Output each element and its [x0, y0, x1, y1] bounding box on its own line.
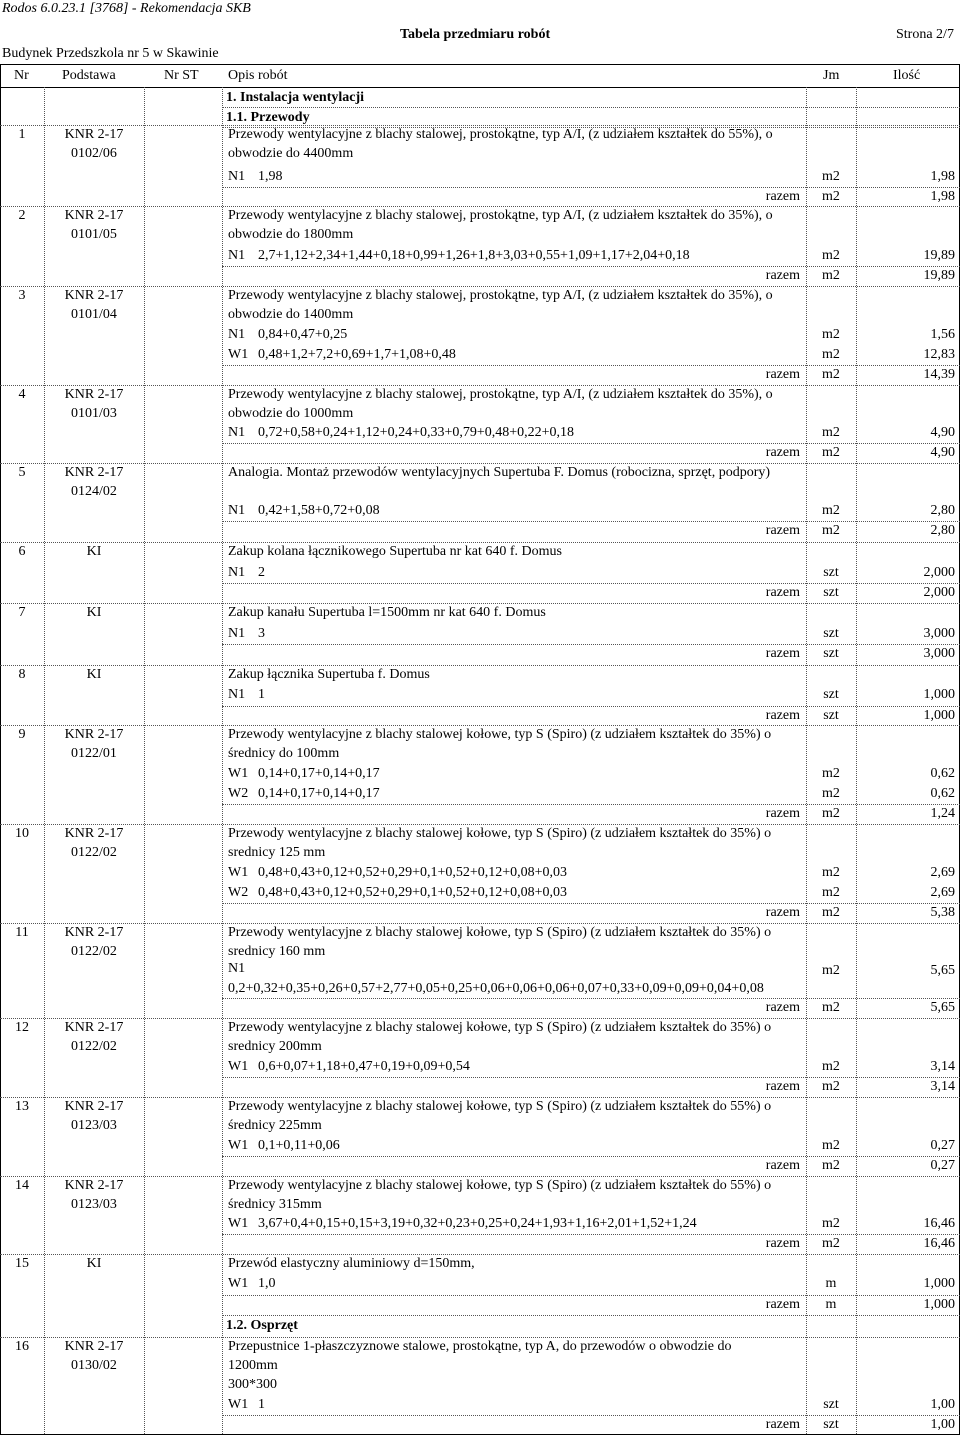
description: Przewody wentylacyjne z blachy stalowej kołowe, typ S (Spiro) (z udziałem kształtek do 35%) o: [228, 727, 772, 742]
total-unit: m2: [822, 445, 840, 460]
measure-expression: 0,48+0,43+0,12+0,52+0,29+0,1+0,52+0,12+0,08+0,03: [258, 885, 568, 900]
total-label: razem: [765, 523, 800, 538]
measure-expression: 0,14+0,17+0,14+0,17: [258, 766, 380, 781]
basis-code: KNR 2-17: [64, 1020, 124, 1035]
measure-unit: m2: [822, 963, 840, 978]
measure-quantity: 19,89: [923, 248, 955, 263]
total-quantity: 4,90: [930, 445, 955, 460]
basis-code-detail: 0124/02: [71, 484, 117, 499]
total-quantity: 5,65: [930, 1000, 955, 1015]
description: Przewód elastyczny aluminiowy d=150mm,: [228, 1256, 475, 1271]
item-number: 5: [18, 465, 26, 480]
measure-expression: 0,84+0,47+0,25: [258, 327, 348, 342]
measure-unit: m2: [822, 347, 840, 362]
basis-code: KNR 2-17: [64, 727, 124, 742]
measure-label: N1: [228, 503, 246, 518]
total-label: razem: [765, 708, 800, 723]
measure-unit: m2: [822, 766, 840, 781]
total-quantity: 1,98: [930, 189, 955, 204]
measure-label: N1: [228, 961, 246, 976]
description-cont: średnicy do 100mm: [228, 746, 340, 761]
total-unit: m2: [822, 189, 840, 204]
description-cont: obwodzie do 1000mm: [228, 406, 354, 421]
measure-quantity: 12,83: [923, 347, 955, 362]
measure-unit: m2: [822, 248, 840, 263]
total-unit: m2: [822, 1236, 840, 1251]
measure-unit: m2: [822, 169, 840, 184]
description-cont: obwodzie do 4400mm: [228, 146, 354, 161]
app-title: Rodos 6.0.23.1 [3768] - Rekomendacja SKB: [2, 1, 251, 16]
description-cont: obwodzie do 1400mm: [228, 307, 354, 322]
description: Przewody wentylacyjne z blachy stalowej, prostokątne, typ A/I, (z udziałem kształtek do 35%), o: [228, 288, 773, 303]
total-label: razem: [765, 189, 800, 204]
document-title: Tabela przedmiaru robót: [400, 27, 551, 42]
measure-unit: m2: [822, 885, 840, 900]
measure-expression: 0,2+0,32+0,35+0,26+0,57+2,77+0,05+0,25+0,06+0,06+0,06+0,07+0,33+0,09+0,09+0,04+0,08: [228, 981, 764, 996]
description: Przepustnice 1-płaszczyznowe stalowe, prostokątne, typ A, do przewodów o obwodzie do: [228, 1339, 732, 1354]
measure-quantity: 0,27: [930, 1138, 955, 1153]
item-number: 3: [18, 288, 26, 303]
measure-unit: m2: [822, 1059, 840, 1074]
item-number: 9: [18, 727, 26, 742]
basis-code: KI: [86, 667, 102, 682]
item-number: 11: [15, 925, 29, 940]
total-unit: szt: [823, 708, 839, 723]
total-quantity: 3,14: [930, 1079, 955, 1094]
measure-expression: 2,7+1,12+2,34+1,44+0,18+0,99+1,26+1,8+3,03+0,55+1,09+1,17+2,04+0,18: [258, 248, 690, 263]
description-cont: 1200mm: [228, 1358, 278, 1373]
basis-code: KNR 2-17: [64, 288, 124, 303]
total-unit: m2: [822, 268, 840, 283]
description: Przewody wentylacyjne z blachy stalowej, prostokątne, typ A/I, (z udziałem kształtek do 55%), o: [228, 127, 773, 142]
measure-expression: 0,48+1,2+7,2+0,69+1,7+1,08+0,48: [258, 347, 456, 362]
basis-code: KI: [86, 544, 102, 559]
description: Przewody wentylacyjne z blachy stalowej kołowe, typ S (Spiro) (z udziałem kształtek do 35%) o: [228, 925, 772, 940]
basis-code-detail: 0122/01: [71, 746, 117, 761]
item-number: 16: [15, 1339, 29, 1354]
measure-expression: 0,1+0,11+0,06: [258, 1138, 340, 1153]
basis-code-detail: 0123/03: [71, 1197, 117, 1212]
basis-code: KNR 2-17: [64, 208, 124, 223]
measure-unit: m2: [822, 786, 840, 801]
column-header-ilosc: Ilość: [893, 68, 921, 83]
basis-code-detail: 0122/02: [71, 1039, 117, 1054]
description-cont: srednicy 200mm: [228, 1039, 322, 1054]
measure-quantity: 0,62: [930, 786, 955, 801]
section-heading-1-1: 1.1. Przewody: [226, 110, 310, 125]
measure-expression: 3: [258, 626, 265, 641]
total-label: razem: [765, 905, 800, 920]
measure-label: W1: [228, 1138, 249, 1153]
measure-unit: m2: [822, 425, 840, 440]
total-unit: m2: [822, 523, 840, 538]
basis-code-detail: 0122/02: [71, 845, 117, 860]
basis-code: KNR 2-17: [64, 387, 124, 402]
measure-quantity: 5,65: [930, 963, 955, 978]
measure-label: W1: [228, 1059, 249, 1074]
measure-quantity: 0,62: [930, 766, 955, 781]
basis-code-detail: 0123/03: [71, 1118, 117, 1133]
item-number: 12: [15, 1020, 29, 1035]
measure-label: W1: [228, 865, 249, 880]
description: Przewody wentylacyjne z blachy stalowej kołowe, typ S (Spiro) (z udziałem kształtek do 35%) o: [228, 826, 772, 841]
measure-unit: m2: [822, 1216, 840, 1231]
measure-quantity: 4,90: [930, 425, 955, 440]
description: Zakup łącznika Supertuba f. Domus: [228, 667, 430, 682]
total-quantity: 0,27: [930, 1158, 955, 1173]
total-unit: m2: [822, 1158, 840, 1173]
total-quantity: 1,000: [923, 1297, 955, 1312]
total-label: razem: [765, 445, 800, 460]
measure-label: W2: [228, 885, 249, 900]
measure-label: N1: [228, 248, 246, 263]
basis-code: KNR 2-17: [64, 465, 124, 480]
measure-label: N1: [228, 565, 246, 580]
column-header-nr-st: Nr ST: [164, 68, 199, 83]
measure-label: N1: [228, 687, 246, 702]
measure-label: W1: [228, 1397, 249, 1412]
description-dims: 300*300: [228, 1377, 277, 1392]
total-unit: m: [825, 1297, 837, 1312]
basis-code: KNR 2-17: [64, 1339, 124, 1354]
description-cont: średnicy 225mm: [228, 1118, 322, 1133]
description: Przewody wentylacyjne z blachy stalowej, prostokątne, typ A/I, (z udziałem kształtek do 35%), o: [228, 208, 773, 223]
item-number: 1: [18, 127, 26, 142]
basis-code-detail: 0101/05: [71, 227, 117, 242]
total-label: razem: [765, 585, 800, 600]
measure-quantity: 3,000: [923, 626, 955, 641]
measure-unit: szt: [823, 687, 839, 702]
measure-label: N1: [228, 626, 246, 641]
total-quantity: 19,89: [923, 268, 955, 283]
description-cont: srednicy 125 mm: [228, 845, 326, 860]
description: Przewody wentylacyjne z blachy stalowej kołowe, typ S (Spiro) (z udziałem kształtek do 55%) o: [228, 1099, 772, 1114]
measure-expression: 1,0: [258, 1276, 276, 1291]
measure-quantity: 1,98: [930, 169, 955, 184]
basis-code-detail: 0101/03: [71, 406, 117, 421]
measure-unit: szt: [823, 565, 839, 580]
total-unit: m2: [822, 905, 840, 920]
measure-label: W1: [228, 766, 249, 781]
total-unit: m2: [822, 367, 840, 382]
total-label: razem: [765, 646, 800, 661]
total-label: razem: [765, 806, 800, 821]
measure-label: W1: [228, 347, 249, 362]
measure-expression: 1: [258, 687, 265, 702]
total-quantity: 5,38: [930, 905, 955, 920]
description: Przewody wentylacyjne z blachy stalowej kołowe, typ S (Spiro) (z udziałem kształtek do 35%) o: [228, 1020, 772, 1035]
basis-code: KNR 2-17: [64, 826, 124, 841]
total-quantity: 14,39: [923, 367, 955, 382]
basis-code-detail: 0122/02: [71, 944, 117, 959]
basis-code: KNR 2-17: [64, 127, 124, 142]
measure-label: W1: [228, 1216, 249, 1231]
item-number: 14: [15, 1178, 29, 1193]
measure-expression: 1: [258, 1397, 265, 1412]
measure-quantity: 1,000: [923, 687, 955, 702]
measure-quantity: 3,14: [930, 1059, 955, 1074]
measure-unit: m2: [822, 1138, 840, 1153]
basis-code-detail: 0101/04: [71, 307, 117, 322]
measure-quantity: 2,000: [923, 565, 955, 580]
measure-unit: m2: [822, 865, 840, 880]
total-label: razem: [765, 1000, 800, 1015]
measure-expression: 0,14+0,17+0,14+0,17: [258, 786, 380, 801]
basis-code: KNR 2-17: [64, 1178, 124, 1193]
total-label: razem: [765, 268, 800, 283]
total-unit: m2: [822, 806, 840, 821]
basis-code-detail: 0130/02: [71, 1358, 117, 1373]
item-number: 13: [15, 1099, 29, 1114]
measure-quantity: 1,00: [930, 1397, 955, 1412]
total-quantity: 2,000: [923, 585, 955, 600]
measure-expression: 1,98: [258, 169, 283, 184]
basis-code: KI: [86, 1256, 102, 1271]
total-quantity: 1,000: [923, 708, 955, 723]
measure-quantity: 2,80: [930, 503, 955, 518]
total-quantity: 3,000: [923, 646, 955, 661]
column-header-jm: Jm: [823, 68, 840, 83]
item-number: 8: [18, 667, 26, 682]
item-number: 2: [18, 208, 26, 223]
item-number: 7: [18, 605, 26, 620]
measure-unit: m2: [822, 327, 840, 342]
measure-unit: szt: [823, 1397, 839, 1412]
measure-quantity: 16,46: [923, 1216, 955, 1231]
total-unit: m2: [822, 1000, 840, 1015]
measure-unit: m: [825, 1276, 837, 1291]
measure-quantity: 1,000: [923, 1276, 955, 1291]
measure-unit: szt: [823, 626, 839, 641]
description: Zakup kolana łącznikowego Supertuba nr kat 640 f. Domus: [228, 544, 562, 559]
section-heading-1-2: 1.2. Osprzęt: [226, 1318, 298, 1333]
description-cont: obwodzie do 1800mm: [228, 227, 354, 242]
description-cont: średnicy 315mm: [228, 1197, 322, 1212]
total-unit: m2: [822, 1079, 840, 1094]
description: Analogia. Montaż przewodów wentylacyjnych Supertuba F. Domus (robocizna, sprzęt, podpory): [228, 465, 771, 480]
measure-expression: 0,42+1,58+0,72+0,08: [258, 503, 380, 518]
column-header-podstawa: Podstawa: [62, 68, 116, 83]
measure-quantity: 2,69: [930, 865, 955, 880]
basis-code: KNR 2-17: [64, 925, 124, 940]
total-quantity: 1,00: [930, 1417, 955, 1432]
total-unit: szt: [823, 585, 839, 600]
measure-quantity: 1,56: [930, 327, 955, 342]
total-label: razem: [765, 1158, 800, 1173]
column-header-nr: Nr: [14, 68, 29, 83]
item-number: 4: [18, 387, 26, 402]
measure-label: N1: [228, 327, 246, 342]
total-unit: szt: [823, 1417, 839, 1432]
measure-expression: 2: [258, 565, 265, 580]
measure-expression: 0,6+0,07+1,18+0,47+0,19+0,09+0,54: [258, 1059, 470, 1074]
description: Zakup kanału Supertuba l=1500mm nr kat 640 f. Domus: [228, 605, 546, 620]
measure-label: N1: [228, 169, 246, 184]
measure-expression: 0,48+0,43+0,12+0,52+0,29+0,1+0,52+0,12+0,08+0,03: [258, 865, 568, 880]
item-number: 10: [15, 826, 29, 841]
measure-label: W1: [228, 1276, 249, 1291]
column-header-opis: Opis robót: [228, 68, 288, 83]
total-label: razem: [765, 1417, 800, 1432]
description: Przewody wentylacyjne z blachy stalowej, prostokątne, typ A/I, (z udziałem kształtek do 35%), o: [228, 387, 773, 402]
measure-expression: 0,72+0,58+0,24+1,12+0,24+0,33+0,79+0,48+0,22+0,18: [258, 425, 575, 440]
item-number: 6: [18, 544, 26, 559]
basis-code: KNR 2-17: [64, 1099, 124, 1114]
description: Przewody wentylacyjne z blachy stalowej kołowe, typ S (Spiro) (z udziałem kształtek do 55%) o: [228, 1178, 772, 1193]
building-name: Budynek Przedszkola nr 5 w Skawinie: [2, 46, 219, 61]
page-number: Strona 2/7: [896, 27, 954, 42]
total-quantity: 16,46: [923, 1236, 955, 1251]
measure-quantity: 2,69: [930, 885, 955, 900]
item-number: 15: [15, 1256, 29, 1271]
total-quantity: 1,24: [930, 806, 955, 821]
measure-unit: m2: [822, 503, 840, 518]
measure-expression: 3,67+0,4+0,15+0,15+3,19+0,32+0,23+0,25+0,24+1,93+1,16+2,01+1,52+1,24: [258, 1216, 697, 1231]
total-label: razem: [765, 1297, 800, 1312]
total-label: razem: [765, 367, 800, 382]
basis-code: KI: [86, 605, 102, 620]
total-unit: szt: [823, 646, 839, 661]
description-cont: srednicy 160 mm: [228, 944, 326, 959]
total-label: razem: [765, 1236, 800, 1251]
measure-label: N1: [228, 425, 246, 440]
section-heading-1: 1. Instalacja wentylacji: [226, 90, 365, 105]
total-quantity: 2,80: [930, 523, 955, 538]
measure-label: W2: [228, 786, 249, 801]
basis-code-detail: 0102/06: [71, 146, 117, 161]
total-label: razem: [765, 1079, 800, 1094]
